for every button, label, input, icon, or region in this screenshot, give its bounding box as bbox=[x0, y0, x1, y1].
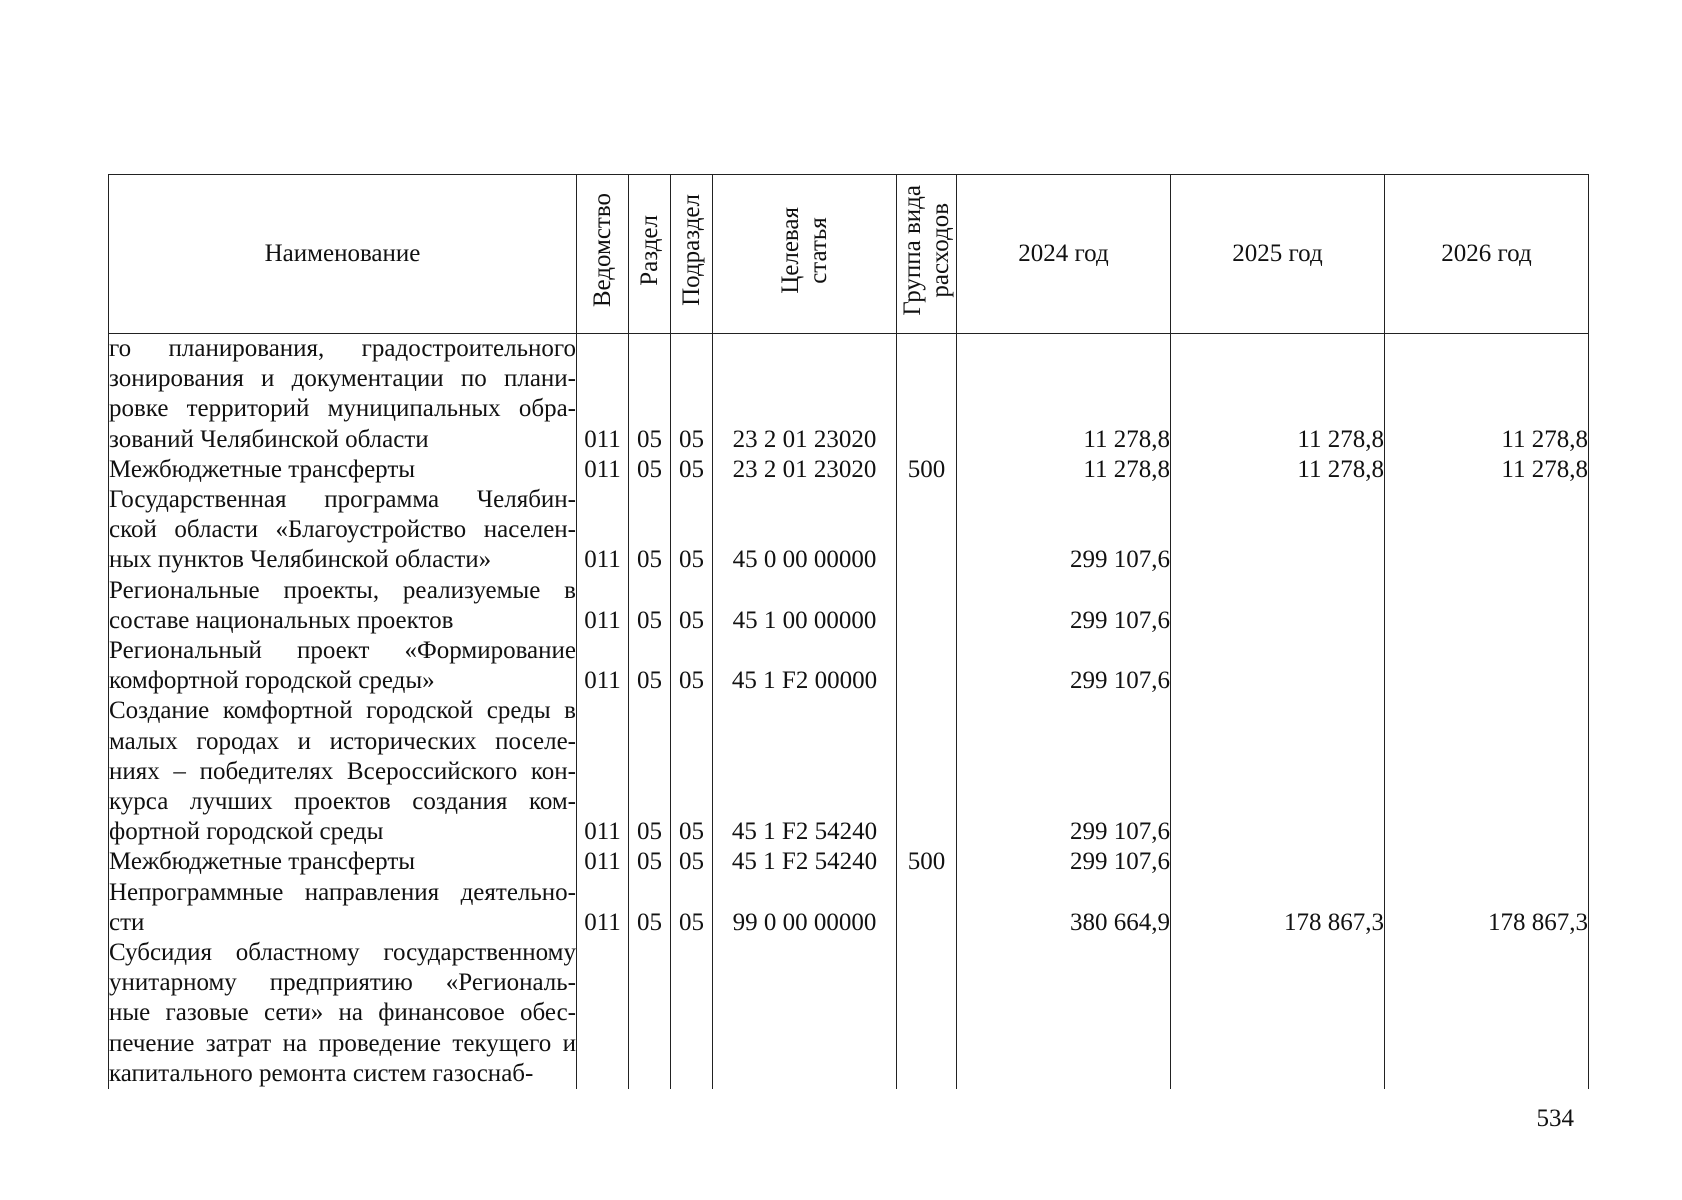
row-name-line: курса лучших проектов создания ком- bbox=[109, 788, 576, 816]
row-dept: 011 bbox=[577, 878, 629, 938]
row-target: 45 1 F2 00000 bbox=[713, 636, 897, 696]
row-2026 bbox=[1385, 636, 1589, 696]
row-name-line: печение затрат на проведение текущего и bbox=[109, 1029, 576, 1057]
row-2025 bbox=[1171, 696, 1385, 847]
table-row bbox=[109, 696, 1589, 847]
row-2025: 11 278,8 bbox=[1171, 455, 1385, 485]
row-name-line: ные газовые сети» на финансовое обес- bbox=[109, 999, 576, 1027]
row-name-line: малых городах и исторических поселе- bbox=[109, 727, 576, 755]
row-dept: 011 bbox=[577, 696, 629, 847]
row-2026 bbox=[1385, 938, 1589, 1089]
row-2024 bbox=[957, 938, 1171, 1089]
table-row bbox=[109, 847, 1589, 877]
header-row bbox=[109, 175, 1589, 334]
row-2026: 11 278,8 bbox=[1385, 334, 1589, 455]
table-row bbox=[109, 636, 1589, 696]
row-target: 45 1 00 00000 bbox=[713, 576, 897, 636]
row-subsection: 05 bbox=[671, 485, 713, 576]
row-name-line: фортной городской среды bbox=[109, 818, 384, 846]
row-name-line: зований Челябинской области bbox=[109, 425, 429, 453]
budget-table bbox=[108, 174, 1589, 1089]
row-name-line: Межбюджетные трансферты bbox=[109, 455, 416, 483]
row-2024: 299 107,6 bbox=[957, 576, 1171, 636]
row-2025 bbox=[1171, 485, 1385, 576]
table-row bbox=[109, 455, 1589, 485]
row-2025 bbox=[1171, 847, 1385, 877]
row-dept: 011 bbox=[577, 636, 629, 696]
row-name-line: унитарному предприятию «Региональ- bbox=[109, 969, 576, 997]
row-name bbox=[109, 636, 577, 696]
row-section: 05 bbox=[629, 636, 671, 696]
row-subsection: 05 bbox=[671, 576, 713, 636]
row-2025 bbox=[1171, 576, 1385, 636]
row-group bbox=[897, 636, 957, 696]
row-name-line: го планирования, градостроительного bbox=[109, 335, 576, 362]
row-name-line: Межбюджетные трансферты bbox=[109, 848, 416, 876]
header-subsection bbox=[671, 175, 713, 334]
row-name bbox=[109, 696, 577, 847]
row-subsection: 05 bbox=[671, 455, 713, 485]
row-section: 05 bbox=[629, 847, 671, 877]
header-target-label bbox=[777, 207, 833, 294]
row-subsection: 05 bbox=[671, 334, 713, 455]
row-target: 45 1 F2 54240 bbox=[713, 847, 897, 877]
header-target bbox=[713, 175, 897, 334]
row-name-line: Создание комфортной городской среды в bbox=[109, 697, 576, 725]
row-2025 bbox=[1171, 636, 1385, 696]
row-dept: 011 bbox=[577, 847, 629, 877]
row-2026 bbox=[1385, 847, 1589, 877]
row-2025: 11 278,8 bbox=[1171, 334, 1385, 455]
table-row bbox=[109, 878, 1589, 938]
row-2024: 299 107,6 bbox=[957, 485, 1171, 576]
table-row bbox=[109, 576, 1589, 636]
header-target-line1: Целевая bbox=[776, 206, 804, 294]
row-2024: 11 278,8 bbox=[957, 455, 1171, 485]
row-name-line: капитального ремонта систем газоснаб- bbox=[109, 1059, 534, 1087]
row-section: 05 bbox=[629, 455, 671, 485]
header-target-line2: статья bbox=[804, 216, 832, 284]
row-name bbox=[109, 485, 577, 576]
row-group: 500 bbox=[897, 455, 957, 485]
header-group-line2: расходов bbox=[926, 202, 954, 298]
row-name-line: комфортной городской среды» bbox=[109, 667, 435, 695]
row-dept: 011 bbox=[577, 455, 629, 485]
row-group bbox=[897, 938, 957, 1089]
row-name-line: Непрограммные направления деятельно- bbox=[109, 878, 576, 906]
row-subsection: 05 bbox=[671, 878, 713, 938]
header-subsection-label: Подраздел bbox=[677, 193, 705, 306]
row-name-line: ных пунктов Челябинской области» bbox=[109, 546, 492, 574]
row-dept: 011 bbox=[577, 334, 629, 455]
header-group-line1: Группа вида bbox=[898, 184, 926, 316]
row-2026 bbox=[1385, 576, 1589, 636]
header-group-label bbox=[899, 185, 955, 316]
row-section: 05 bbox=[629, 334, 671, 455]
row-2026 bbox=[1385, 696, 1589, 847]
table-body bbox=[109, 334, 1589, 1090]
table-row bbox=[109, 485, 1589, 576]
row-section: 05 bbox=[629, 485, 671, 576]
row-target: 45 1 F2 54240 bbox=[713, 696, 897, 847]
row-2025: 178 867,3 bbox=[1171, 878, 1385, 938]
header-2025: 2025 год bbox=[1171, 175, 1385, 334]
row-2026: 11 278,8 bbox=[1385, 455, 1589, 485]
row-section: 05 bbox=[629, 696, 671, 847]
row-name-line: Региональные проекты, реализуемые в bbox=[109, 576, 576, 604]
row-name bbox=[109, 576, 577, 636]
row-name bbox=[109, 938, 577, 1089]
header-2026: 2026 год bbox=[1385, 175, 1589, 334]
row-2024: 299 107,6 bbox=[957, 696, 1171, 847]
row-name-line: Субсидия областному государственному bbox=[109, 939, 576, 967]
row-section: 05 bbox=[629, 878, 671, 938]
row-section: 05 bbox=[629, 576, 671, 636]
row-subsection: 05 bbox=[671, 636, 713, 696]
header-name: Наименование bbox=[109, 175, 577, 334]
row-target bbox=[713, 938, 897, 1089]
header-dept-label: Ведомство bbox=[588, 192, 616, 307]
row-target: 23 2 01 23020 bbox=[713, 455, 897, 485]
row-subsection: 05 bbox=[671, 696, 713, 847]
table-row bbox=[109, 938, 1589, 1089]
row-name bbox=[109, 455, 577, 485]
row-2024: 299 107,6 bbox=[957, 636, 1171, 696]
header-group bbox=[897, 175, 957, 334]
row-name-line: Государственная программа Челябин- bbox=[109, 486, 576, 514]
row-2025 bbox=[1171, 938, 1385, 1089]
row-name-line: ниях – победителях Всероссийского кон- bbox=[109, 757, 576, 785]
row-target: 99 0 00 00000 bbox=[713, 878, 897, 938]
row-group bbox=[897, 334, 957, 455]
row-target: 23 2 01 23020 bbox=[713, 334, 897, 455]
row-name bbox=[109, 878, 577, 938]
row-target: 45 0 00 00000 bbox=[713, 485, 897, 576]
row-2024: 380 664,9 bbox=[957, 878, 1171, 938]
row-name-line: Региональный проект «Формирование bbox=[109, 637, 576, 665]
header-section bbox=[629, 175, 671, 334]
row-name-line: ской области «Благоустройство населен- bbox=[109, 516, 576, 544]
header-section-label: Раздел bbox=[635, 214, 663, 286]
table-row bbox=[109, 334, 1589, 455]
row-group: 500 bbox=[897, 847, 957, 877]
row-name-line: сти bbox=[109, 908, 145, 936]
row-group bbox=[897, 485, 957, 576]
header-2024: 2024 год bbox=[957, 175, 1171, 334]
row-dept bbox=[577, 938, 629, 1089]
row-section bbox=[629, 938, 671, 1089]
header-dept bbox=[577, 175, 629, 334]
row-subsection: 05 bbox=[671, 847, 713, 877]
row-2026: 178 867,3 bbox=[1385, 878, 1589, 938]
row-group bbox=[897, 878, 957, 938]
row-2024: 11 278,8 bbox=[957, 334, 1171, 455]
row-group bbox=[897, 696, 957, 847]
row-name-line: зонирования и документации по плани- bbox=[109, 365, 576, 393]
row-dept: 011 bbox=[577, 485, 629, 576]
row-name bbox=[109, 847, 577, 877]
row-name bbox=[109, 334, 577, 455]
row-2024: 299 107,6 bbox=[957, 847, 1171, 877]
row-name-line: составе национальных проектов bbox=[109, 606, 454, 634]
row-2026 bbox=[1385, 485, 1589, 576]
row-group bbox=[897, 576, 957, 636]
row-name-line: ровке территорий муниципальных обра- bbox=[109, 395, 576, 423]
row-dept: 011 bbox=[577, 576, 629, 636]
page-number: 534 bbox=[1536, 1105, 1574, 1132]
row-subsection bbox=[671, 938, 713, 1089]
